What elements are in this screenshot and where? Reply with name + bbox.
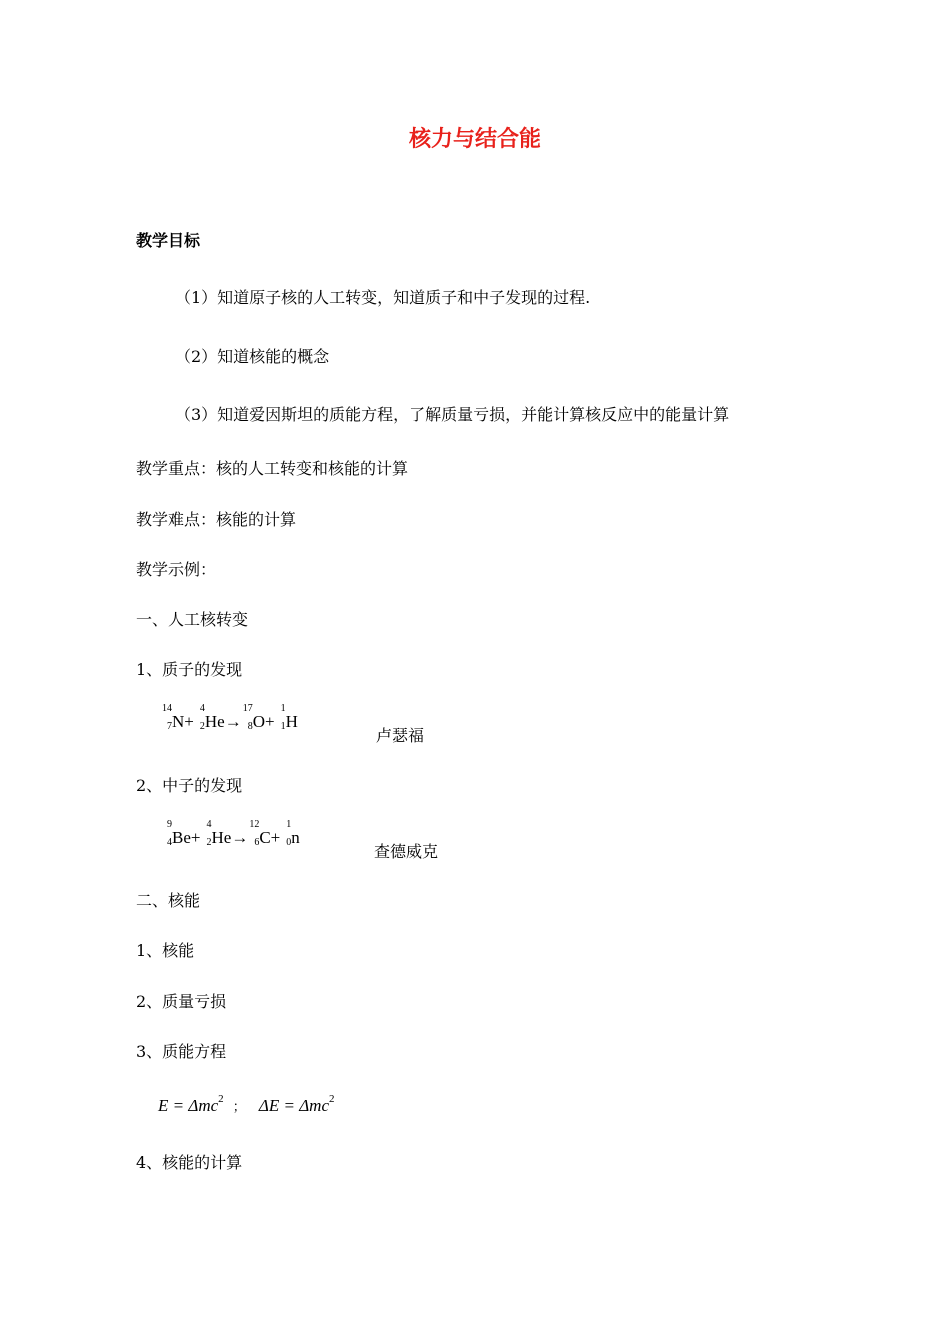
- formula-e-equals-mc2: E = Δmc$^2$: [158, 1093, 224, 1115]
- discoverer-name: 卢瑟福: [376, 726, 425, 745]
- section-heading: 一、人工核转变: [136, 610, 249, 629]
- key-point: 教学重点：核的人工转变和核能的计算: [136, 459, 409, 478]
- list-item: 4、核能的计算: [136, 1153, 243, 1172]
- list-item: 1、核能: [136, 941, 195, 960]
- list-item: 2、质量亏损: [136, 992, 227, 1011]
- page-title: 核力与结合能: [408, 127, 541, 152]
- nuclide: 4 2 He: [206, 819, 232, 848]
- section-heading: 二、核能: [136, 891, 201, 910]
- discoverer-name: 查德威克: [374, 842, 439, 861]
- nuclide: 12 6 C: [249, 819, 271, 848]
- arrow-symbol: →: [224, 712, 242, 731]
- objective-item: （3）知道爱因斯坦的质能方程，了解质量亏损，并能计算核反应中的能量计算: [175, 405, 730, 424]
- nuclide: 14 7 N: [162, 703, 185, 732]
- arrow-symbol: →: [231, 828, 249, 847]
- objectives-heading: 教学目标: [136, 231, 201, 250]
- neutron-reaction-equation: 9 4 Be+ 4 2 He→ 12 6 C+ 1 0 n: [161, 828, 300, 848]
- objective-item: （1）知道原子核的人工转变，知道质子和中子发现的过程.: [175, 288, 591, 307]
- formula-delta-e-equals-mc2: ΔE = Δmc$^2$: [258, 1093, 335, 1115]
- difficult-point: 教学难点：核能的计算: [136, 510, 297, 529]
- subsection-label: 1、质子的发现: [136, 660, 243, 679]
- nuclide: 1 1 H: [280, 703, 298, 732]
- list-item: 3、质能方程: [136, 1042, 227, 1061]
- nuclide: 9 4 Be: [167, 819, 191, 848]
- nuclide: 1 0 n: [286, 819, 300, 848]
- subsection-label: 2、中子的发现: [136, 776, 243, 795]
- example-label: 教学示例：: [136, 560, 217, 579]
- nuclide: 17 8 O: [242, 703, 265, 732]
- proton-reaction-equation: 14 7 N+ 4 2 He→ 17 8 O+ 1 1 H: [162, 703, 298, 732]
- formula-separator: ；: [232, 1100, 246, 1115]
- nuclide: 4 2 He: [199, 703, 225, 732]
- mass-energy-formula: [158, 1093, 335, 1116]
- objective-item: （2）知道核能的概念: [175, 347, 330, 366]
